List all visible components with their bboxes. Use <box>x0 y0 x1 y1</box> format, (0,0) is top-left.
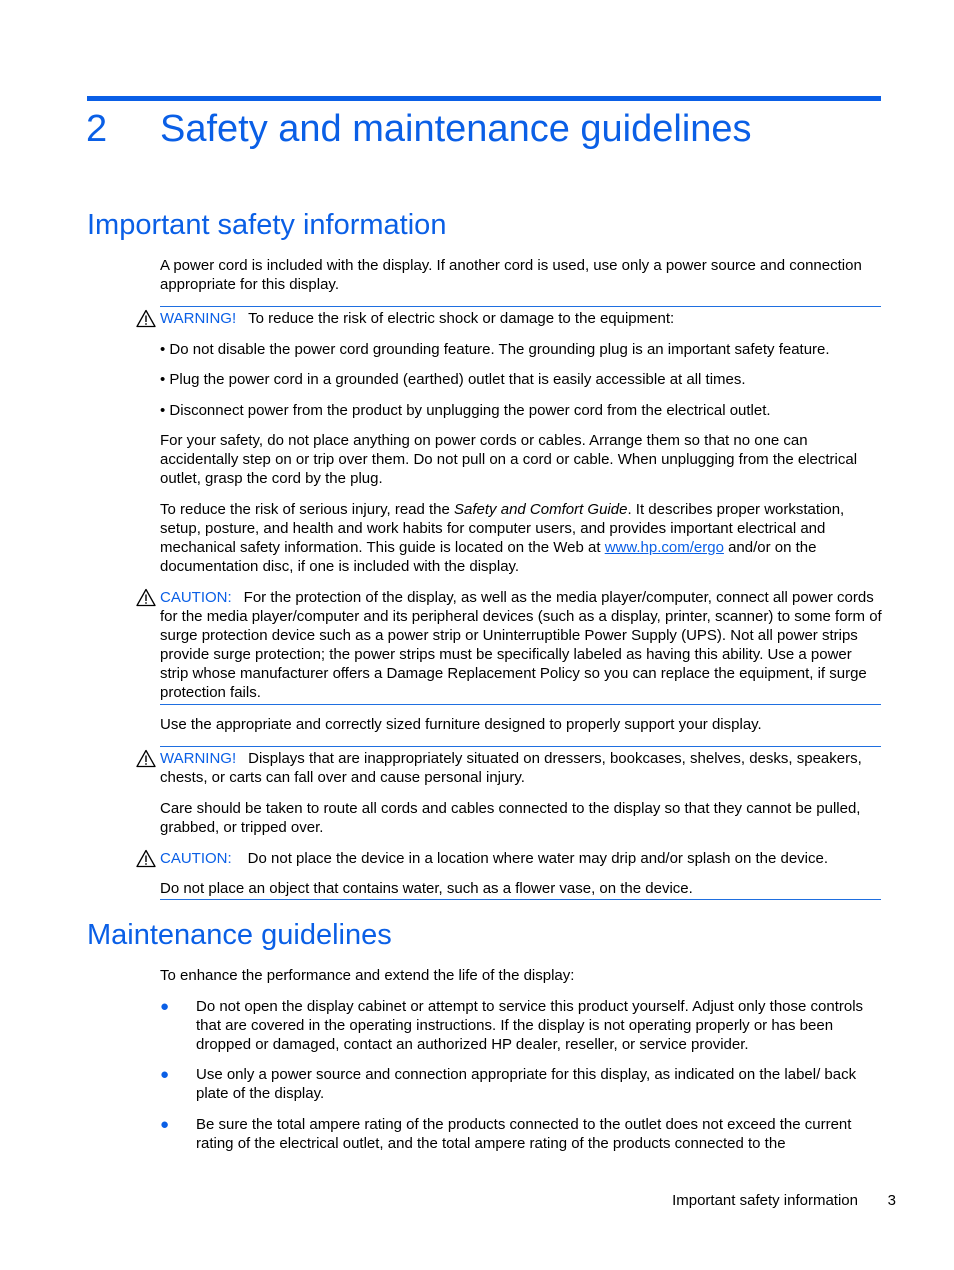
vase-paragraph: Do not place an object that contains water, such as a flower vase, on the device. <box>160 880 693 897</box>
warning-label: WARNING! <box>160 310 237 327</box>
caution-notice-water <box>136 849 882 868</box>
warning-notice-furniture <box>136 749 882 787</box>
warning-label: WARNING! <box>160 750 237 767</box>
guide-text-before: To reduce the risk of serious injury, read the <box>160 501 455 518</box>
warning-triangle-icon <box>136 588 156 607</box>
guide-paragraph <box>160 500 882 576</box>
warning-text: Displays that are inappropriately situated on dressers, bookcases, shelves, desks, speakers, chests, or carts can fall over and cause personal injury. <box>160 750 862 786</box>
caution-text: For the protection of the display, as well as the media player/computer, connect all power cords for the media player/computer and its peripheral devices (such as a display, printer, scanner) to some form of surge protection device such as a power strip or Uninterruptible Power Supply (UPS). Not all power strips provide surge protection; the power strips must be specifically labeled as having this ability. Use a power strip whose manufacturer offers a Damage Replacement Policy so you can replace the equipment, if surge protection fails. <box>160 589 882 701</box>
warning-point-outlet: • Plug the power cord in a grounded (earthed) outlet that is easily accessible at all times. <box>160 371 746 388</box>
guide-text-middle: . It describes proper workstation, setup, posture, and health and work habits for computer users, and provides important electrical and mechanical safety information. This guide is located on the Web at <box>160 501 845 556</box>
section-heading-safety: Important safety information <box>87 209 447 241</box>
list-item <box>160 997 882 1054</box>
warning-triangle-icon <box>136 749 156 768</box>
warning-triangle-icon <box>136 309 156 328</box>
list-item-text: Use only a power source and connection appropriate for this display, as indicated on the label/ back plate of the display. <box>196 1066 857 1102</box>
maintenance-intro-paragraph: To enhance the performance and extend the life of the display: <box>160 967 575 984</box>
footer-section-title: Important safety information <box>672 1192 858 1209</box>
caution-notice-surge <box>136 588 882 702</box>
notice-rule-top <box>160 306 881 307</box>
chapter-heading <box>86 106 752 152</box>
ergo-link[interactable]: www.hp.com/ergo <box>604 539 724 556</box>
bullet-dot-icon: ● <box>160 1116 170 1133</box>
chapter-top-rule <box>87 96 881 101</box>
section-heading-maintenance: Maintenance guidelines <box>87 919 392 951</box>
chapter-title: Safety and maintenance guidelines <box>160 108 752 150</box>
caution-label: CAUTION: <box>160 589 232 606</box>
route-paragraph: Care should be taken to route all cords and cables connected to the display so that they cannot be pulled, grabbed, or tripped over. <box>160 800 861 836</box>
warning-text: To reduce the risk of electric shock or damage to the equipment: <box>248 310 675 327</box>
notice-rule-bottom <box>160 704 881 705</box>
warning-triangle-icon <box>136 849 156 868</box>
page-number: 3 <box>887 1192 896 1209</box>
furniture-paragraph: Use the appropriate and correctly sized furniture designed to properly support your display. <box>160 716 762 733</box>
list-item-text: Be sure the total ampere rating of the products connected to the outlet does not exceed the current rating of the electrical outlet, and the total ampere rating of the products connected to the <box>196 1116 852 1152</box>
list-item <box>160 1115 882 1153</box>
bullet-dot-icon: ● <box>160 998 170 1015</box>
caution-text: Do not place the device in a location where water may drip and/or splash on the device. <box>247 850 829 867</box>
list-item-text: Do not open the display cabinet or attempt to service this product yourself. Adjust only those controls that are covered in the operating instructions. If the display is not operating properly or has been dropped or damaged, contact an authorized HP dealer, reseller, or service provider. <box>196 998 864 1053</box>
safety-intro-paragraph: A power cord is included with the display. If another cord is used, use only a power source and connection appropriate for this display. <box>160 257 862 293</box>
cords-paragraph: For your safety, do not place anything on power cords or cables. Arrange them so that no one can accidentally step on or trip over them. Do not pull on a cord or cable. When unplugging from the electrical outlet, grasp the cord by the plug. <box>160 432 858 487</box>
list-item <box>160 1065 882 1103</box>
notice-rule-top <box>160 746 881 747</box>
caution-label: CAUTION: <box>160 850 232 867</box>
warning-point-grounding: • Do not disable the power cord grounding feature. The grounding plug is an important safety feature. <box>160 341 830 358</box>
warning-notice-shock <box>136 309 882 328</box>
notice-rule-bottom <box>160 899 881 900</box>
guide-text-after: and/or on the documentation disc, if one is included with the display. <box>160 539 817 575</box>
guide-title: Safety and Comfort Guide <box>454 501 628 518</box>
warning-point-disconnect: • Disconnect power from the product by unplugging the power cord from the electrical outlet. <box>160 402 771 419</box>
chapter-number: 2 <box>86 108 108 150</box>
bullet-dot-icon: ● <box>160 1066 170 1083</box>
